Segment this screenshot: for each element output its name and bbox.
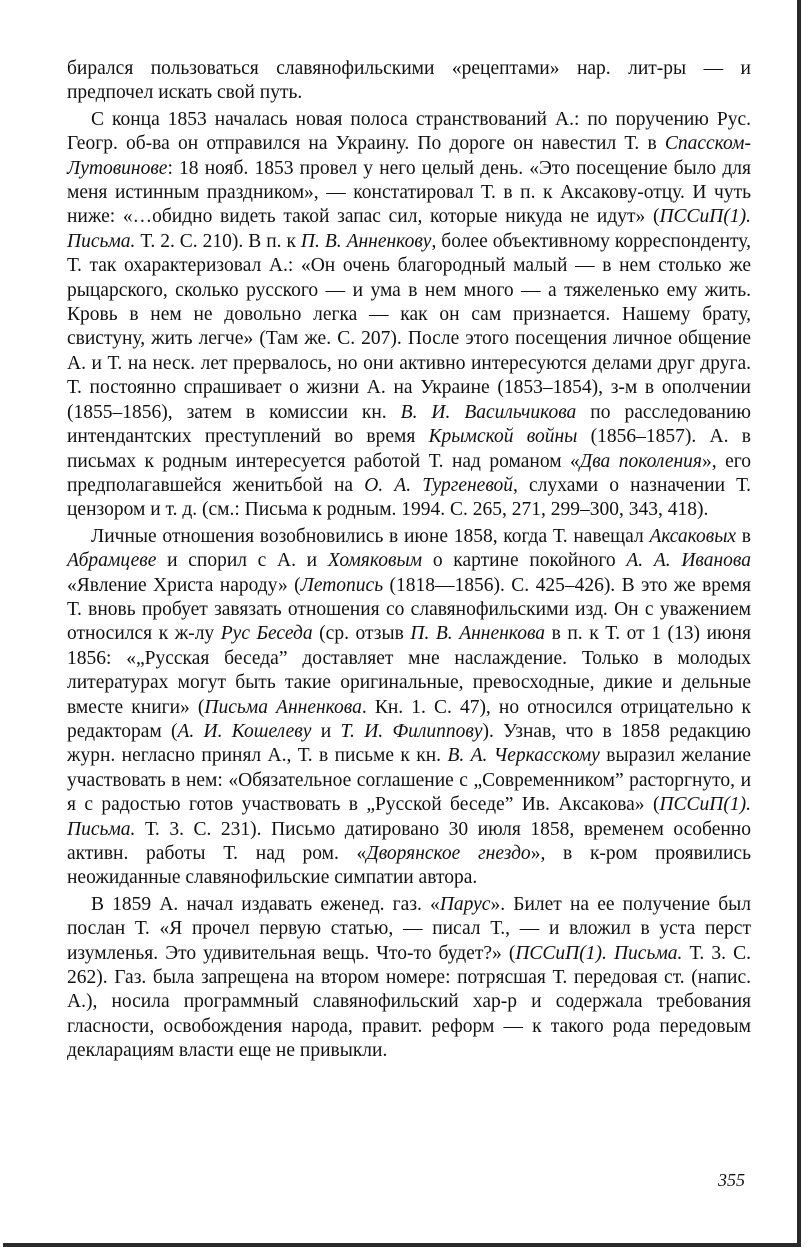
text-run: (1856–1857). А. в письмах к родным интересуется работой Т. над романом «	[67, 426, 751, 472]
italic-reference: Спасском-Лутовинове	[67, 133, 751, 179]
text-run: «Явление Христа народу» (	[67, 574, 301, 596]
italic-reference: ПССиП(1). Письма.	[515, 942, 683, 964]
text-run: Личные отношения возобновились в июне 1858, когда Т. навещал	[91, 525, 650, 547]
text-run: ». Билет на ее получение был послан Т. «Я прочел первую статью, — писал Т., — и вложил в уста перст изумленья. Это удивительная вещь. Что-то будет?» (	[67, 893, 751, 964]
italic-reference: Аксаковых	[649, 525, 737, 547]
text-run: по расследованию интендантских преступлений во время	[67, 401, 751, 448]
italic-reference: Крымской войны	[428, 426, 578, 448]
italic-reference: ПССиП(1). Письма.	[67, 794, 751, 840]
text-run: выразил желание участвовать в нем: «Обязательное соглашение с „Современником” расторгнуто, и я с радостью готов участвовать в „Русской беседе” Ив. Аксакова» (	[67, 745, 751, 816]
text-run: и спорил с А. и	[156, 550, 328, 572]
text-run: и	[311, 720, 341, 742]
text-run: (1818—1856). С. 425–426). В это же время Т. вновь пробует завязать отношения со славянофильскими изд. Он с уважением относился к ж-лу	[67, 574, 752, 645]
text-run: С конца 1853 началась новая полоса странствований А.: по поручению Рус. Геогр. об-ва он отправился на Украину. По дороге он навестил Т. в	[67, 108, 751, 155]
italic-reference: Хомяковым	[327, 550, 423, 572]
text-run: в	[736, 525, 751, 547]
italic-reference: В. А. Черкасскому	[447, 745, 600, 767]
book-page	[3, 0, 801, 1247]
paragraph-continuation	[67, 57, 751, 106]
italic-reference: Два поколения	[579, 450, 703, 472]
italic-reference: А. И. Кошелеву	[177, 720, 312, 742]
italic-reference: Рус Беседа	[220, 623, 313, 645]
page-text	[67, 57, 751, 1064]
page-number: 355	[718, 1170, 745, 1190]
italic-reference: Парус	[439, 893, 491, 915]
italic-reference: Абрамцеве	[67, 550, 157, 572]
italic-reference: П. В. Анненкову	[300, 230, 432, 252]
italic-reference: О. А. Тургеневой	[364, 474, 514, 496]
text-run: , слухами о назначении Т. цензором и т. д. (см.: Письма к родным. 1994. С. 265, 271, 299–300, 343, 418).	[67, 474, 751, 521]
text-run: », в к-ром проявились неожиданные славянофильские симпатии автора.	[67, 843, 751, 889]
text-run: », его предполагавшейся женитьбой на	[67, 450, 752, 496]
text-run: , более объективному корреспонденту, Т. так охарактеризовал А.: «Он очень благородный малый — в нем столько же рыцарского, сколько русского — и ума в нем много — а тяжеленько ему жить. Кровь в нем не довольно легка — как он сам признается. Нашему брату, свистуну, жить легче» (Там же. С. 207). После этого посещения личное общение А. и Т. на неск. лет прервалось, но они активно интересуются делами друг друга. Т. постоянно спрашивает о жизни А. на Украине (1853–1854), з-м в ополчении (1855–1856), затем в комиссии кн.	[67, 230, 751, 423]
italic-reference: Письма Анненкова	[204, 696, 362, 718]
text-run: о картине покойного	[422, 550, 627, 572]
paragraph-relations-1858	[67, 525, 751, 891]
paragraph-journey-1853	[67, 108, 751, 523]
text-run: ). Узнав, что в 1858 редакцию журн. негласно принял А., Т. в письме к кн.	[67, 720, 751, 767]
text-run: Т. 3. С. 231). Письмо датировано 30 июля 1858, временем особенно активн. работы Т. над ром. «	[67, 818, 751, 864]
italic-reference: В. И. Васильчикова	[400, 401, 577, 423]
text-run: Т. 2. С. 210). В п. к	[135, 230, 301, 252]
text-run: (ср. отзыв	[312, 623, 411, 645]
text-run: . Кн. 1. С. 47), но относился отрицательно к редакторам (	[67, 696, 751, 742]
text-run: : 18 нояб. 1853 провел у него целый день. «Это посещение было для меня истинным праздником», — констатировал Т. в п. к Аксакову-отцу. И чуть ниже: «…обидно видеть такой запас сил, которые никуда не идут» (	[67, 157, 751, 228]
text-run: в п. к Т. от 1 (13) июня 1856: «„Русская беседа” доставляет мне наслаждение. Только в молодых литературах могут быть такие оригинальные, превосходные, дикие и дельные вместе книги» (	[67, 623, 752, 718]
text-run: бирался пользоваться славянофильскими «рецептами» нар. лит-ры — и предпочел искать свой путь.	[67, 58, 751, 104]
paragraph-parus-1859	[67, 893, 751, 1064]
italic-reference: ПССиП(1). Письма.	[67, 206, 751, 252]
text-run: Т. 3. С. 262). Газ. была запрещена на втором номере: потрясшая Т. передовая ст. (напис. А.), носила программный славянофильский хар-р и содержала требования гласности, освобождения народа, правит. реформ — к такого рода передовым декларациям власти еще не привыкли.	[67, 942, 751, 1062]
italic-reference: П. В. Анненкова	[410, 623, 546, 645]
italic-reference: А. А. Иванова	[626, 550, 751, 572]
italic-reference: Летопись	[300, 574, 384, 596]
italic-reference: Т. И. Филиппову	[340, 720, 483, 742]
text-run: В 1859 А. начал издавать еженед. газ. «	[91, 893, 440, 915]
italic-reference: Дворянское гнездо	[366, 843, 531, 864]
